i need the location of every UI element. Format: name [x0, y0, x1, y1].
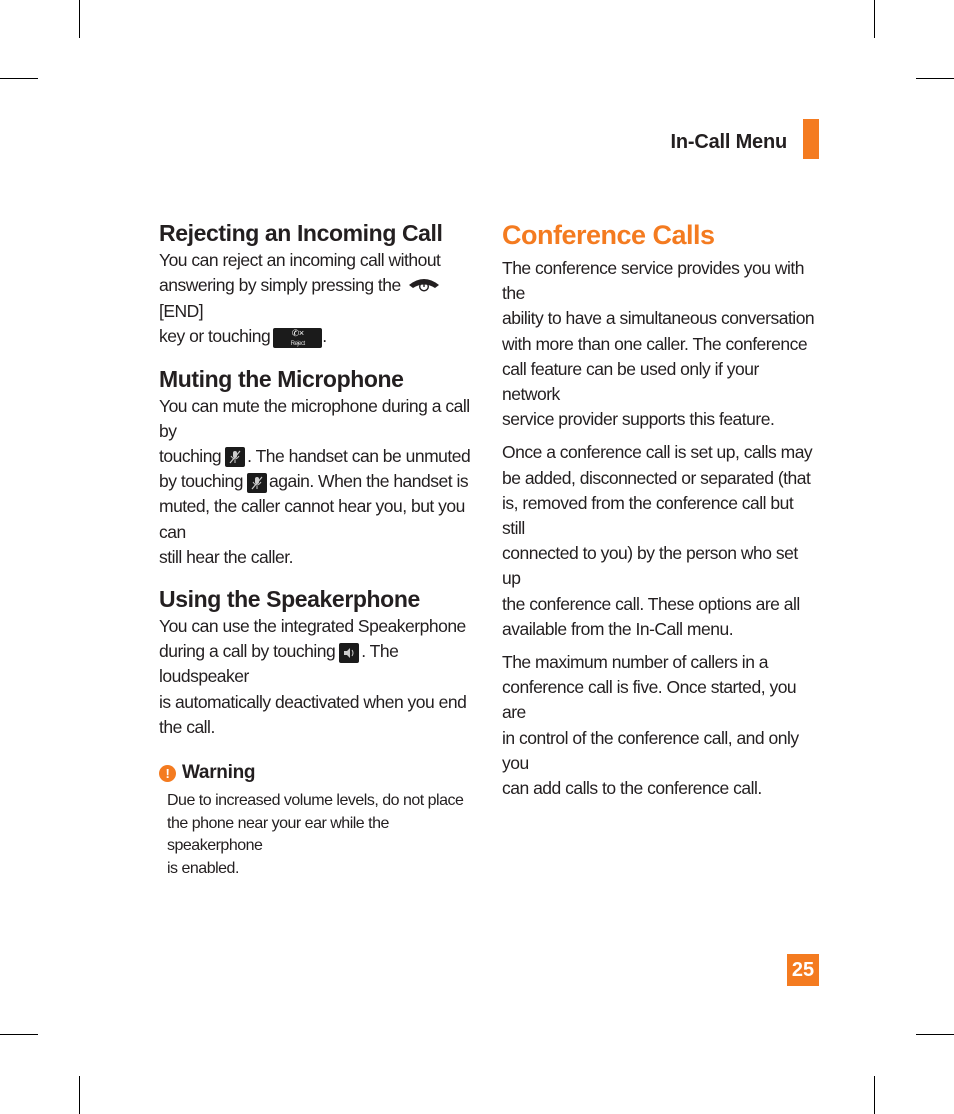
speakerphone-heading: Using the Speakerphone: [159, 586, 420, 612]
text-line: The conference service provides you with the: [502, 258, 804, 304]
text-line: with more than one caller. The conference: [502, 333, 808, 354]
warning-label: Warning: [182, 762, 256, 784]
text-line: answering by simply pressing the: [159, 275, 401, 296]
text-line: still hear the caller.: [159, 546, 293, 567]
text-line: You can mute the microphone during a call by: [159, 395, 470, 441]
crop-mark: [0, 78, 38, 79]
right-column: [502, 218, 820, 801]
left-column: [159, 218, 479, 880]
warning-body: [167, 790, 479, 880]
conference-paragraph-3: [502, 650, 820, 801]
text-line: by touching: [159, 471, 244, 492]
crop-mark: [79, 0, 80, 38]
crop-mark: [0, 1034, 38, 1035]
text-line: You can use the integrated Speakerphone: [159, 616, 466, 636]
end-key-icon: [407, 274, 441, 299]
conference-heading: Conference Calls: [502, 220, 715, 250]
text-line: the phone near your ear while the speakerphone: [167, 814, 389, 855]
page-number: 25: [787, 954, 819, 986]
text-line: is enabled.: [167, 859, 239, 877]
text-line: can add calls to the conference call.: [502, 778, 762, 799]
text-line: service provider supports this feature.: [502, 409, 775, 430]
text-line: is automatically deactivated when you end: [159, 691, 467, 712]
text-line: .: [322, 326, 327, 347]
end-key-label: [END]: [159, 301, 204, 322]
mute-microphone-icon: [225, 447, 245, 467]
reject-button-icon: [273, 328, 322, 348]
text-line: You can reject an incoming call without: [159, 250, 441, 270]
text-line: The maximum number of callers in a: [502, 652, 769, 673]
text-line: again. When the handset is: [269, 471, 469, 492]
muting-body: [159, 394, 479, 570]
conference-paragraph-2: [502, 440, 820, 642]
warning-icon: !: [159, 765, 176, 782]
warning-title: [159, 762, 479, 784]
mute-microphone-icon: [247, 473, 267, 493]
text-line: the conference call. These options are all: [502, 593, 800, 614]
speaker-icon: [339, 643, 359, 663]
header-tab-marker: [803, 119, 819, 159]
text-line: connected to you) by the person who set up: [502, 543, 798, 589]
text-line: muted, the caller cannot hear you, but you can: [159, 496, 465, 542]
text-line: during a call by touching: [159, 641, 336, 662]
text-line: ability to have a simultaneous conversation: [502, 308, 815, 329]
running-header-title: In-Call Menu: [670, 131, 787, 153]
text-line: touching: [159, 445, 222, 466]
crop-mark: [916, 78, 954, 79]
text-line: call feature can be used only if your network: [502, 358, 759, 405]
speakerphone-body: [159, 614, 479, 740]
text-line: the call.: [159, 716, 215, 737]
text-line: Due to increased volume levels, do not place: [167, 792, 464, 810]
conference-paragraph-1: [502, 256, 820, 432]
text-line: Once a conference call is set up, calls may: [502, 442, 813, 463]
text-line: is, removed from the conference call but still: [502, 492, 794, 539]
crop-mark: [874, 0, 875, 38]
reject-button-label: Reject: [290, 340, 305, 347]
text-line: key or touching: [159, 326, 271, 347]
rejecting-body: [159, 248, 479, 350]
crop-mark: [79, 1076, 80, 1114]
crop-mark: [916, 1034, 954, 1035]
muting-heading: Muting the Microphone: [159, 365, 404, 392]
text-line: be added, disconnected or separated (that: [502, 467, 811, 488]
text-line: . The handset can be unmuted: [247, 445, 471, 466]
text-line: conference call is five. Once started, you are: [502, 677, 797, 723]
text-line: in control of the conference call, and only you: [502, 727, 799, 773]
crop-mark: [874, 1076, 875, 1114]
text-line: available from the In-Call menu.: [502, 618, 734, 639]
rejecting-heading: Rejecting an Incoming Call: [159, 220, 443, 246]
text-line: . The loudspeaker: [159, 641, 399, 687]
reject-x-icon: ✆×: [291, 327, 304, 338]
